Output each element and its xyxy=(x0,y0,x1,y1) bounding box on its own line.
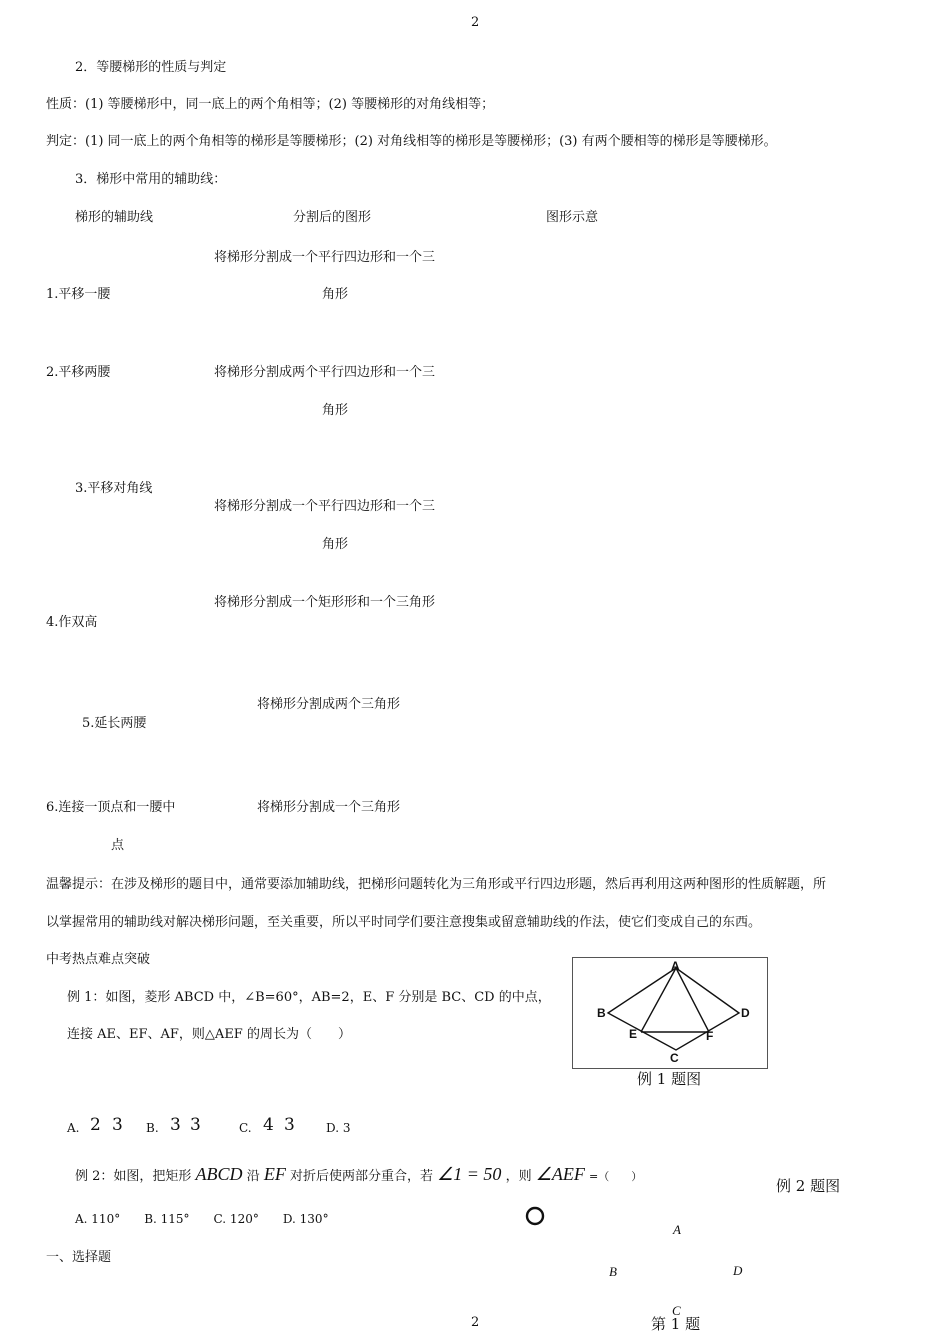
ex1-option-a-num2: 3 xyxy=(112,1115,123,1135)
example-2-caption: 例 2 题图 xyxy=(776,1177,841,1195)
ex2-along: 沿 xyxy=(246,1169,260,1184)
row-6-name-line1: 6.连接一顶点和一腰中 xyxy=(46,800,176,815)
ex1-option-a-letter: A. xyxy=(67,1121,80,1135)
circle-mark xyxy=(523,1204,547,1228)
label-c: C xyxy=(670,1051,679,1065)
row-3-name: 3.平移对角线 xyxy=(75,481,153,496)
q1-label-c: C xyxy=(672,1303,681,1318)
row-1-desc-line2: 角形 xyxy=(322,287,349,302)
tip-line-2: 以掌握常用的辅助线对解决梯形问题，至关重要，所以平时同学们要注意搜集或留意辅助线的作法，使它们变成自己的东西。 xyxy=(46,915,762,930)
ex1-option-b-num1: 3 xyxy=(170,1115,181,1135)
label-b: B xyxy=(597,1006,606,1020)
tip-line-1: 温馨提示：在涉及梯形的题目中，通常要添加辅助线，把梯形问题转化为三角形或平行四边形题，然后再利用这两种图形的性质解题，所 xyxy=(46,877,827,892)
label-a: A xyxy=(671,959,680,973)
row-5-name: 5.延长两腰 xyxy=(82,716,147,731)
ex2-aef: ∠AEF xyxy=(535,1164,585,1184)
ex2-angle1: ∠1 = 50 xyxy=(437,1164,502,1184)
ex1-option-d-num1: 3 xyxy=(342,1121,351,1135)
ex1-option-a-num1: 2 xyxy=(90,1115,101,1135)
ex2-prefix: 例 2：如图，把矩形 xyxy=(75,1169,192,1184)
example-2-options: A. 110° B. 115° C. 120° D. 130° xyxy=(75,1212,329,1226)
ex2-mid: 对折后使两部分重合，若 xyxy=(289,1169,433,1184)
ex2-then: ，则 xyxy=(505,1169,532,1184)
q1-label-a: A xyxy=(673,1222,681,1237)
row-1-name: 1.平移一腰 xyxy=(46,287,111,302)
label-f: F xyxy=(706,1029,714,1043)
ex2-abcd: ABCD xyxy=(195,1164,243,1184)
hot-topics-title: 中考热点难点突破 xyxy=(46,952,151,967)
row-4-name: 4.作双高 xyxy=(46,615,98,630)
rhombus-abcd xyxy=(608,968,739,1050)
criteria-text: 判定：(1) 同一底上的两个角相等的梯形是等腰梯形；(2) 对角线相等的梯形是等腰梯形；(3) 有两个腰相等的梯形是等腰梯形。 xyxy=(46,134,777,149)
ex2-end: =（ ） xyxy=(589,1170,643,1183)
row-4-desc: 将梯形分割成一个矩形形和一个三角形 xyxy=(214,595,436,610)
example-2-question xyxy=(75,1165,642,1183)
ex1-option-c-num2: 3 xyxy=(284,1115,295,1135)
ex1-option-b-letter: B. xyxy=(146,1121,159,1135)
q1-label-b: B xyxy=(609,1264,617,1279)
page-number-bottom: 2 xyxy=(471,1315,480,1330)
row-5-desc: 将梯形分割成两个三角形 xyxy=(257,697,401,712)
q1-label-d: D xyxy=(733,1263,743,1278)
example-1-caption: 例 1 题图 xyxy=(637,1070,702,1088)
table-header-figure: 图形示意 xyxy=(546,210,599,225)
row-3-desc-line2: 角形 xyxy=(322,537,349,552)
row-6-desc: 将梯形分割成一个三角形 xyxy=(257,800,401,815)
segment-ae xyxy=(641,968,676,1032)
table-header-result: 分割后的图形 xyxy=(293,210,372,225)
ex1-option-d xyxy=(326,1122,350,1134)
properties-text: 性质：(1) 等腰梯形中，同一底上的两个角相等；(2) 等腰梯形的对角线相等； xyxy=(46,97,495,112)
section-3-title: 3．梯形中常用的辅助线： xyxy=(75,172,227,187)
example-1-line2: 连接 AE、EF、AF，则△AEF 的周长为（ ） xyxy=(67,1027,351,1042)
ex1-option-c-num1: 4 xyxy=(263,1115,274,1135)
row-1-desc-line1: 将梯形分割成一个平行四边形和一个三 xyxy=(214,250,436,265)
ex1-option-d-letter: D. xyxy=(326,1121,340,1135)
label-d: D xyxy=(741,1006,750,1020)
row-6-name-line2: 点 xyxy=(111,838,125,853)
row-2-desc-line1: 将梯形分割成两个平行四边形和一个三 xyxy=(214,365,436,380)
ex1-option-b-num2: 3 xyxy=(190,1115,201,1135)
segment-af xyxy=(676,968,709,1032)
row-3-desc-line1: 将梯形分割成一个平行四边形和一个三 xyxy=(214,499,436,514)
example-1-line1: 例 1：如图，菱形 ABCD 中，∠B=60°，AB=2，E、F 分别是 BC、CD 的中点， xyxy=(67,990,551,1005)
label-e: E xyxy=(629,1027,638,1041)
section-2-title: 2．等腰梯形的性质与判定 xyxy=(75,60,227,75)
section-1-title: 一、选择题 xyxy=(46,1250,112,1265)
row-2-name: 2.平移两腰 xyxy=(46,365,111,380)
table-header-method: 梯形的辅助线 xyxy=(75,210,154,225)
example-1-figure xyxy=(572,957,768,1069)
ex2-ef: EF xyxy=(263,1164,286,1184)
row-2-desc-line2: 角形 xyxy=(322,403,349,418)
rhombus-diagram xyxy=(573,958,767,1068)
q1-caption: 第 1 题 xyxy=(651,1315,701,1333)
page-number-top: 2 xyxy=(471,15,480,30)
ex1-option-c-letter: C. xyxy=(239,1121,252,1135)
